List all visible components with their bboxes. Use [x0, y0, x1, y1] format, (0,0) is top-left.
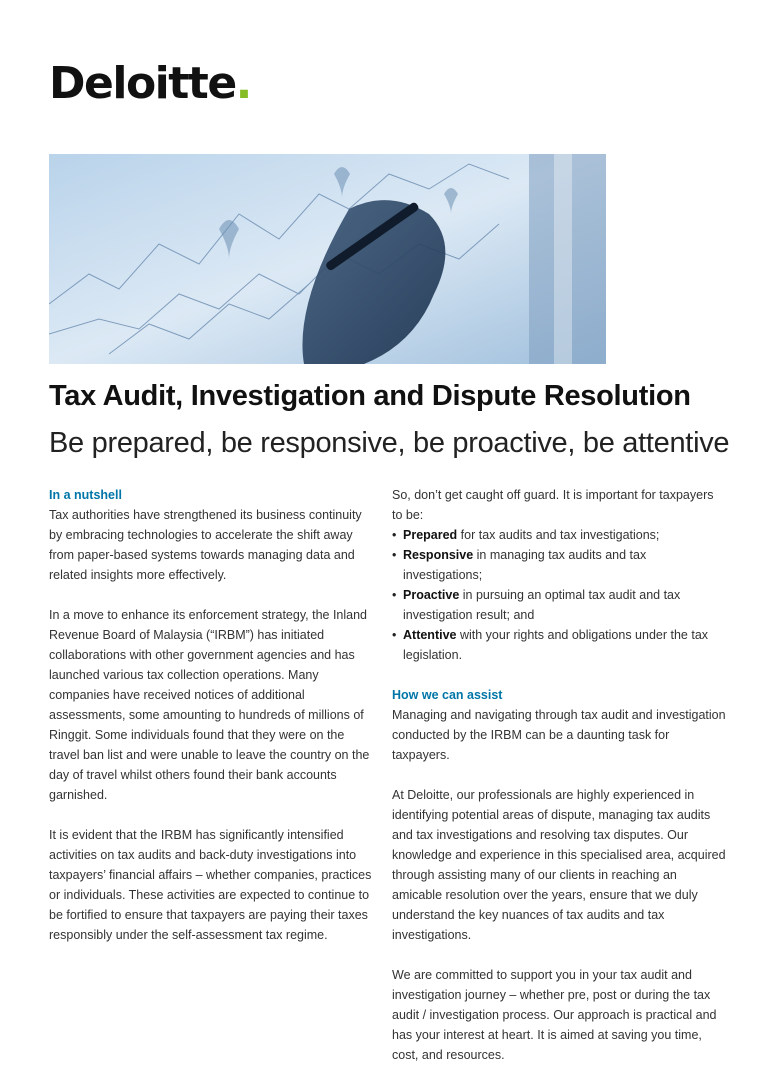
- paragraph: Tax authorities have strengthened its business continuity by embracing technologies to accelerate the shift away from paper-based systems towards managing data and related insights more effectively.: [49, 508, 362, 582]
- bullet-item: [403, 545, 727, 585]
- page-title: Tax Audit, Investigation and Dispute Resolution: [49, 380, 691, 412]
- paragraph: Managing and navigating through tax audit and investigation conducted by the IRBM can be a daunting task for taxpayers.: [392, 708, 726, 762]
- bullet-text: with your rights and obligations under the tax legislation.: [403, 628, 709, 662]
- bullet-item: [403, 525, 727, 545]
- bullet-keyword: Responsive: [403, 548, 474, 562]
- bullet-keyword: Proactive: [403, 588, 460, 602]
- paragraph: We are committed to support you in your tax audit and investigation journey – whether pre, post or during the tax audit / investigation process. Our approach is practical and has your interest at heart. It is aimed at saving you time, cost, and resources.: [392, 968, 717, 1062]
- assist-heading: How we can assist: [392, 688, 503, 702]
- bullet-list: [392, 525, 727, 665]
- nutshell-heading: In a nutshell: [49, 488, 122, 502]
- bullet-item: [403, 625, 727, 665]
- bullet-keyword: Prepared: [403, 528, 458, 542]
- bullet-keyword: Attentive: [403, 628, 457, 642]
- paragraph: It is evident that the IRBM has significantly intensified activities on tax audits and back-duty investigations into taxpayers’ financial affairs – whether companies, practices or individuals. These activities are expected to continue to be fortified to ensure that taxpayers are paying their taxes responsibly under the self-assessment tax regime.: [49, 828, 372, 942]
- bullet-text: in pursuing an optimal tax audit and tax investigation result; and: [403, 588, 681, 622]
- deloitte-logo: [49, 58, 251, 109]
- page-subtitle: Be prepared, be responsive, be proactive, be attentive: [49, 427, 730, 459]
- right-column: [392, 485, 727, 1065]
- logo-dot: .: [235, 58, 251, 109]
- bullet-text: in managing tax audits and tax investigations;: [403, 548, 647, 582]
- logo-wordmark: Deloitte: [49, 58, 236, 109]
- intro-text: So, don’t get caught off guard. It is important for taxpayers to be:: [392, 488, 714, 522]
- paragraph: At Deloitte, our professionals are highly experienced in identifying potential areas of dispute, managing tax audits and tax investigations and resolving tax disputes. Our knowledge and experience in this specialised area, acquired through assisting many of our clients in reaching an amicable resolution over the years, ensure that we duly understand the key nuances of tax audits and tax investigations.: [392, 788, 726, 942]
- paragraph: In a move to enhance its enforcement strategy, the Inland Revenue Board of Malaysia (“IRBM”) has initiated collaborations with other government agencies and has launched various tax collection operations. Many companies have received notices of additional assessments, some amounting to hundreds of millions of Ringgit. Some individuals found that they were on the travel ban list and were unable to leave the country on the day of travel whilst others found their bank accounts garnished.: [49, 608, 370, 802]
- left-column: [49, 485, 374, 945]
- hero-image: [49, 154, 606, 364]
- bullet-item: [403, 585, 727, 625]
- hero-illustration: [49, 154, 606, 364]
- bullet-text: for tax audits and tax investigations;: [457, 528, 660, 542]
